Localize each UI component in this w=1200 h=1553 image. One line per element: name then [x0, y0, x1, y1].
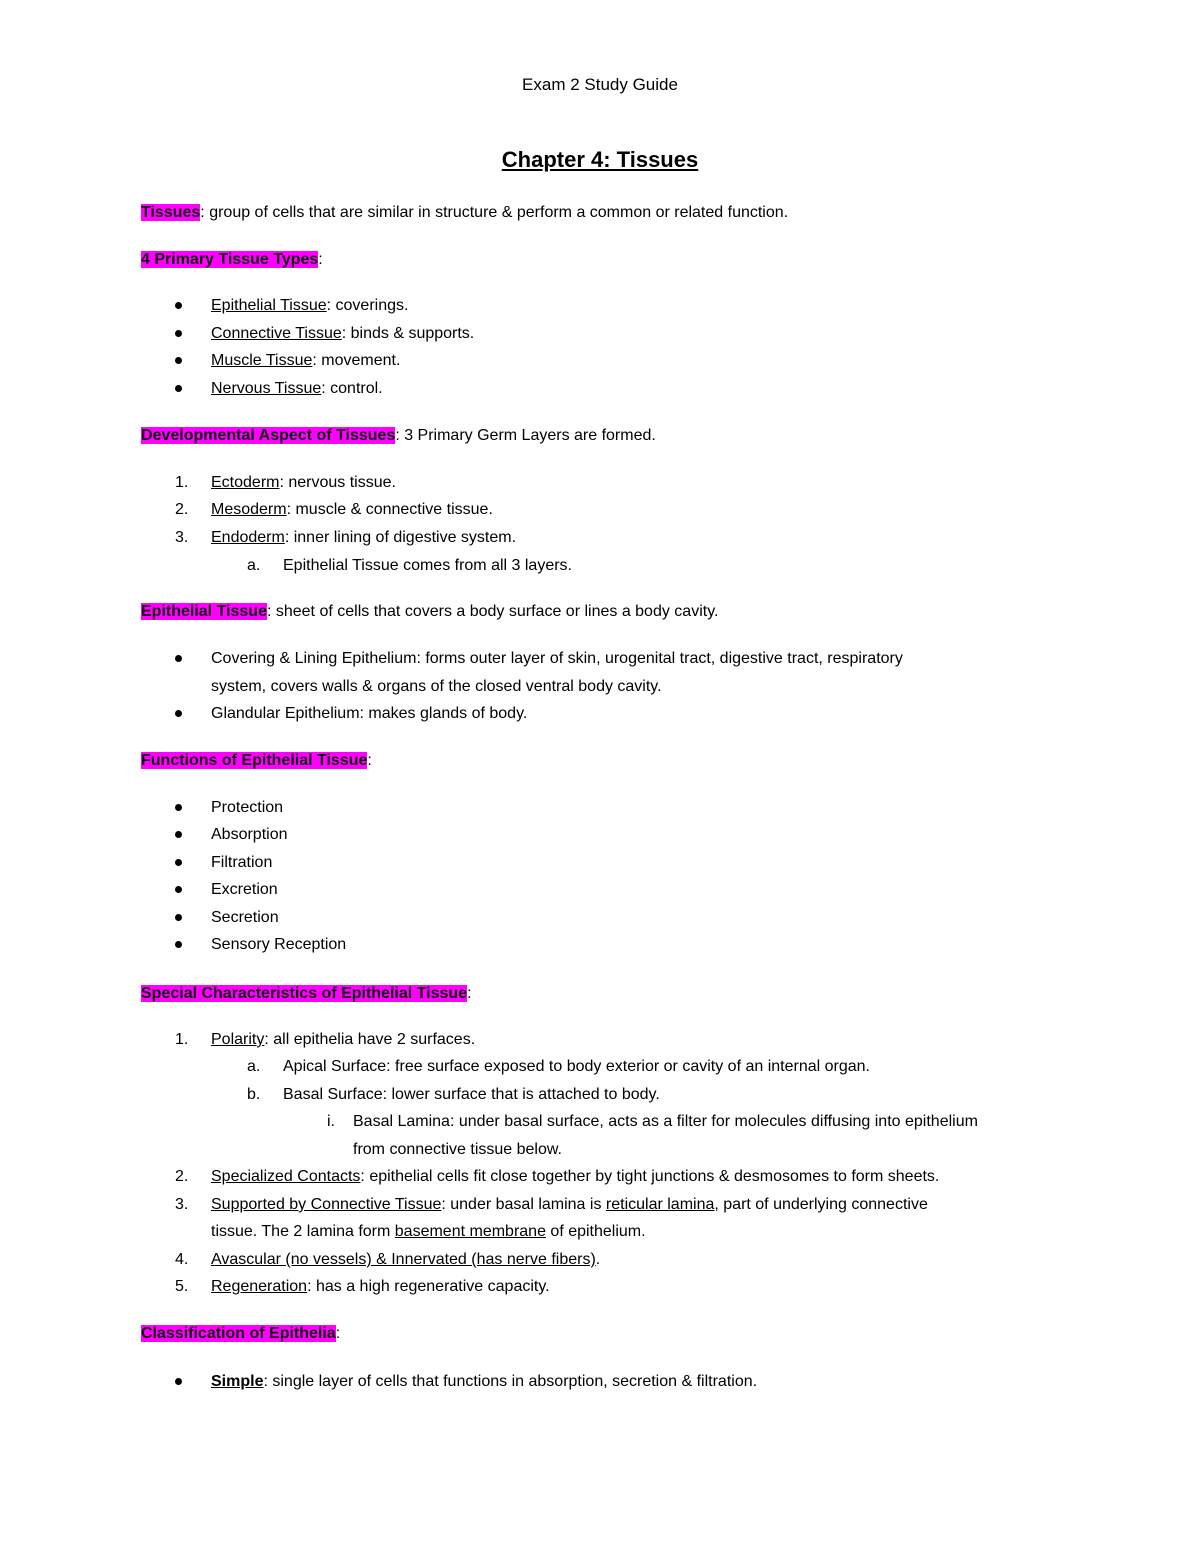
- sub-list-item: Basal Surface: lower surface that is attached to body.: [283, 1086, 660, 1103]
- section-heading: Epithelial Tissue: sheet of cells that covers a body surface or lines a body cavity.: [141, 603, 719, 620]
- list-item: Absorption: [211, 826, 288, 843]
- list-number: 4.: [175, 1251, 189, 1268]
- bullet-icon: [175, 302, 182, 309]
- section-heading: Classification of Epithelia:: [141, 1325, 341, 1342]
- section-heading: 4 Primary Tissue Types:: [141, 251, 323, 268]
- bullet-icon: [175, 385, 182, 392]
- list-number: 5.: [175, 1278, 189, 1295]
- list-item: Nervous Tissue: control.: [211, 380, 383, 397]
- list-item: Filtration: [211, 854, 273, 871]
- bullet-icon: [175, 914, 182, 921]
- list-number: 2.: [175, 501, 189, 518]
- list-item: Covering & Lining Epithelium: forms outer layer of skin, urogenital tract, digestive tract, respiratory: [211, 650, 903, 667]
- list-roman: i.: [327, 1113, 335, 1130]
- sub-sub-list-item: Basal Lamina: under basal surface, acts as a filter for molecules diffusing into epithelium: [353, 1113, 978, 1130]
- list-item: Glandular Epithelium: makes glands of body.: [211, 705, 528, 722]
- highlighted-heading: Developmental Aspect of Tissues: [141, 427, 396, 444]
- sub-sub-list-item-continued: from connective tissue below.: [353, 1141, 562, 1158]
- list-item: Mesoderm: muscle & connective tissue.: [211, 501, 493, 518]
- bullet-icon: [175, 804, 182, 811]
- section-heading: Functions of Epithelial Tissue:: [141, 752, 372, 769]
- list-item: Muscle Tissue: movement.: [211, 352, 401, 369]
- list-item: Excretion: [211, 881, 278, 898]
- list-number: 3.: [175, 529, 189, 546]
- bullet-icon: [175, 941, 182, 948]
- list-item-continued: tissue. The 2 lamina form basement membrane of epithelium.: [211, 1223, 646, 1240]
- bullet-icon: [175, 831, 182, 838]
- list-item: Epithelial Tissue: coverings.: [211, 297, 409, 314]
- section-heading: Special Characteristics of Epithelial Tissue:: [141, 985, 472, 1002]
- definition-text: : group of cells that are similar in structure & perform a common or related function.: [200, 204, 789, 221]
- bullet-icon: [175, 1378, 182, 1385]
- sub-list-item: Epithelial Tissue comes from all 3 layers.: [283, 557, 572, 574]
- list-item: Sensory Reception: [211, 936, 347, 953]
- list-item: Simple: single layer of cells that functions in absorption, secretion & filtration.: [211, 1373, 758, 1390]
- bullet-icon: [175, 859, 182, 866]
- section-heading: Developmental Aspect of Tissues: 3 Primary Germ Layers are formed.: [141, 427, 656, 444]
- page-header: Exam 2 Study Guide: [522, 75, 678, 94]
- highlighted-heading: Epithelial Tissue: [141, 603, 267, 620]
- page-title: Chapter 4: Tissues: [501, 147, 699, 172]
- list-letter: a.: [247, 557, 261, 574]
- highlighted-heading: Classification of Epithelia: [141, 1325, 336, 1342]
- bullet-icon: [175, 886, 182, 893]
- list-item: Secretion: [211, 909, 279, 926]
- list-item-continued: system, covers walls & organs of the closed ventral body cavity.: [211, 678, 662, 695]
- list-number: 1.: [175, 1031, 189, 1048]
- list-item: Endoderm: inner lining of digestive system.: [211, 529, 517, 546]
- list-number: 3.: [175, 1196, 189, 1213]
- bullet-icon: [175, 357, 182, 364]
- list-letter: a.: [247, 1058, 261, 1075]
- list-item: Specialized Contacts: epithelial cells fit close together by tight junctions & desmosomes to form sheets.: [211, 1168, 940, 1185]
- list-item: Protection: [211, 799, 284, 816]
- list-item: Supported by Connective Tissue: under basal lamina is reticular lamina, part of underlying connective: [211, 1196, 928, 1213]
- highlighted-heading: Special Characteristics of Epithelial Tissue: [141, 985, 468, 1002]
- list-item: Connective Tissue: binds & supports.: [211, 325, 475, 342]
- tissues-definition: [141, 203, 788, 223]
- list-item: Ectoderm: nervous tissue.: [211, 474, 396, 491]
- highlighted-heading: 4 Primary Tissue Types: [141, 251, 319, 268]
- bullet-icon: [175, 655, 182, 662]
- sub-list-item: Apical Surface: free surface exposed to body exterior or cavity of an internal organ.: [283, 1058, 870, 1075]
- list-item: Avascular (no vessels) & Innervated (has nerve fibers).: [211, 1251, 601, 1268]
- list-number: 2.: [175, 1168, 189, 1185]
- list-letter: b.: [247, 1086, 261, 1103]
- list-item: Polarity: all epithelia have 2 surfaces.: [211, 1031, 476, 1048]
- highlighted-heading: Functions of Epithelial Tissue: [141, 752, 368, 769]
- highlighted-term: Tissues: [141, 204, 201, 221]
- list-number: 1.: [175, 474, 189, 491]
- list-item: Regeneration: has a high regenerative capacity.: [211, 1278, 550, 1295]
- bullet-icon: [175, 330, 182, 337]
- bullet-icon: [175, 710, 182, 717]
